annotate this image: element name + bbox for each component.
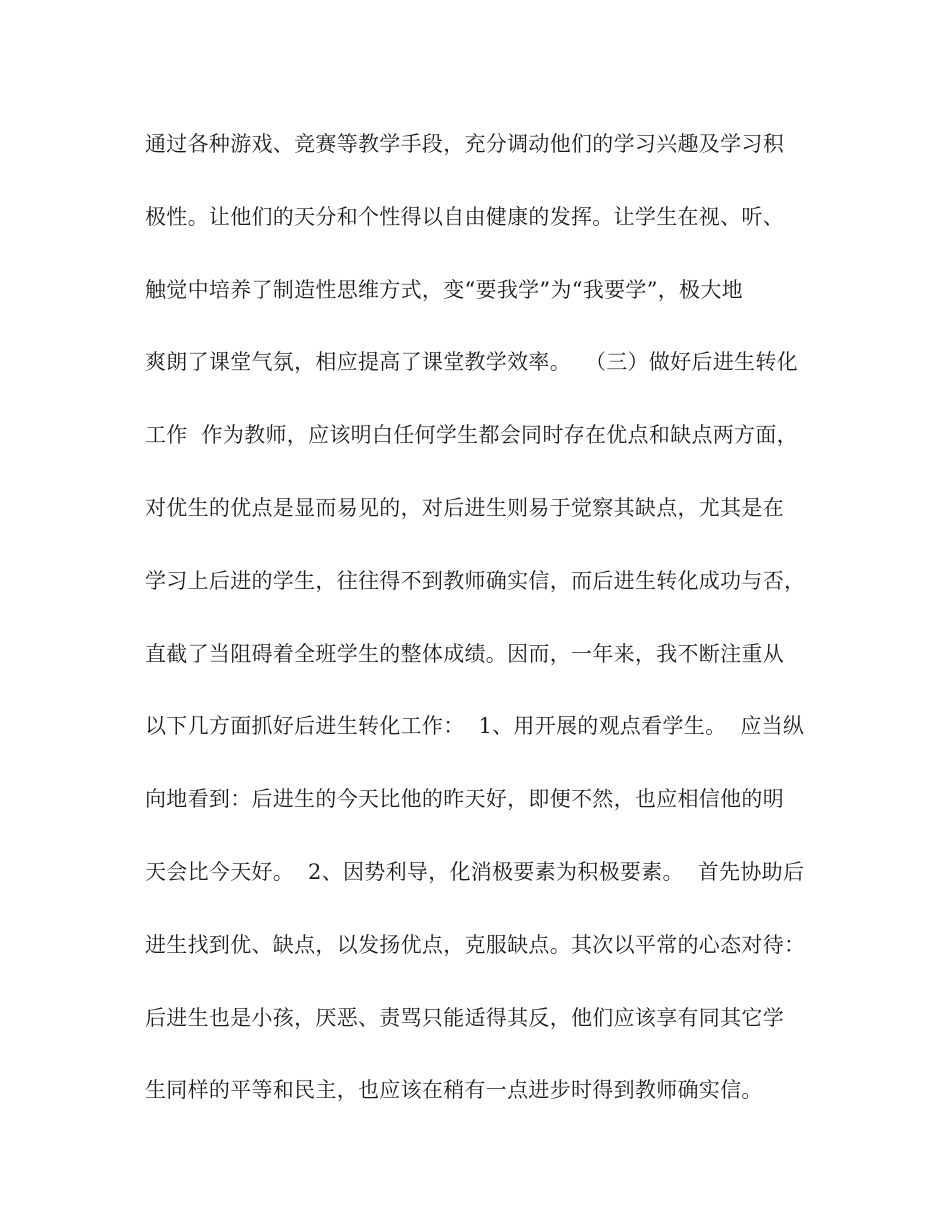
text-line: 爽朗了课堂气氛，相应提高了课堂教学效率。 （三）做好后进生转化 [145, 350, 798, 375]
text-line: 触觉中培养了制造性思维方式，变“要我学”为“我要学”，极大地 [145, 277, 743, 302]
text-line: 学习上后进的学生，往往得不到教师确实信，而后进生转化成功与否， [145, 568, 806, 593]
text-line: 直截了当阻碍着全班学生的整体成绩。因而，一年来，我不断注重从 [145, 641, 784, 666]
text-line: 后进生也是小孩，厌恶、责骂只能适得其反，他们应该享有同其它学 [145, 1005, 784, 1030]
text-line: 天会比今天好。 2、因势利导，化消极要素为积极要素。 首先协助后 [145, 859, 805, 884]
text-line: 生同样的平等和民主，也应该在稍有一点进步时得到教师确实信。 [145, 1078, 763, 1103]
text-line: 对优生的优点是显而易见的，对后进生则易于觉察其缺点，尤其是在 [145, 495, 784, 520]
body-text [145, 124, 815, 1143]
text-line: 向地看到：后进生的今天比他的昨天好，即便不然，也应相信他的明 [145, 787, 784, 812]
text-line: 以下几方面抓好后进生转化工作： 1、用开展的观点看学生。 应当纵 [145, 714, 805, 739]
text-line: 通过各种游戏、竞赛等教学手段，充分调动他们的学习兴趣及学习积 [145, 132, 784, 156]
text-line: 极性。让他们的天分和个性得以自由健康的发挥。让学生在视、听、 [145, 204, 784, 229]
text-line: 进生找到优、缺点，以发扬优点，克服缺点。其次以平常的心态对待： [145, 932, 806, 957]
text-line: 工作 作为教师，应该明白任何学生都会同时存在优点和缺点两方面， [145, 423, 798, 448]
